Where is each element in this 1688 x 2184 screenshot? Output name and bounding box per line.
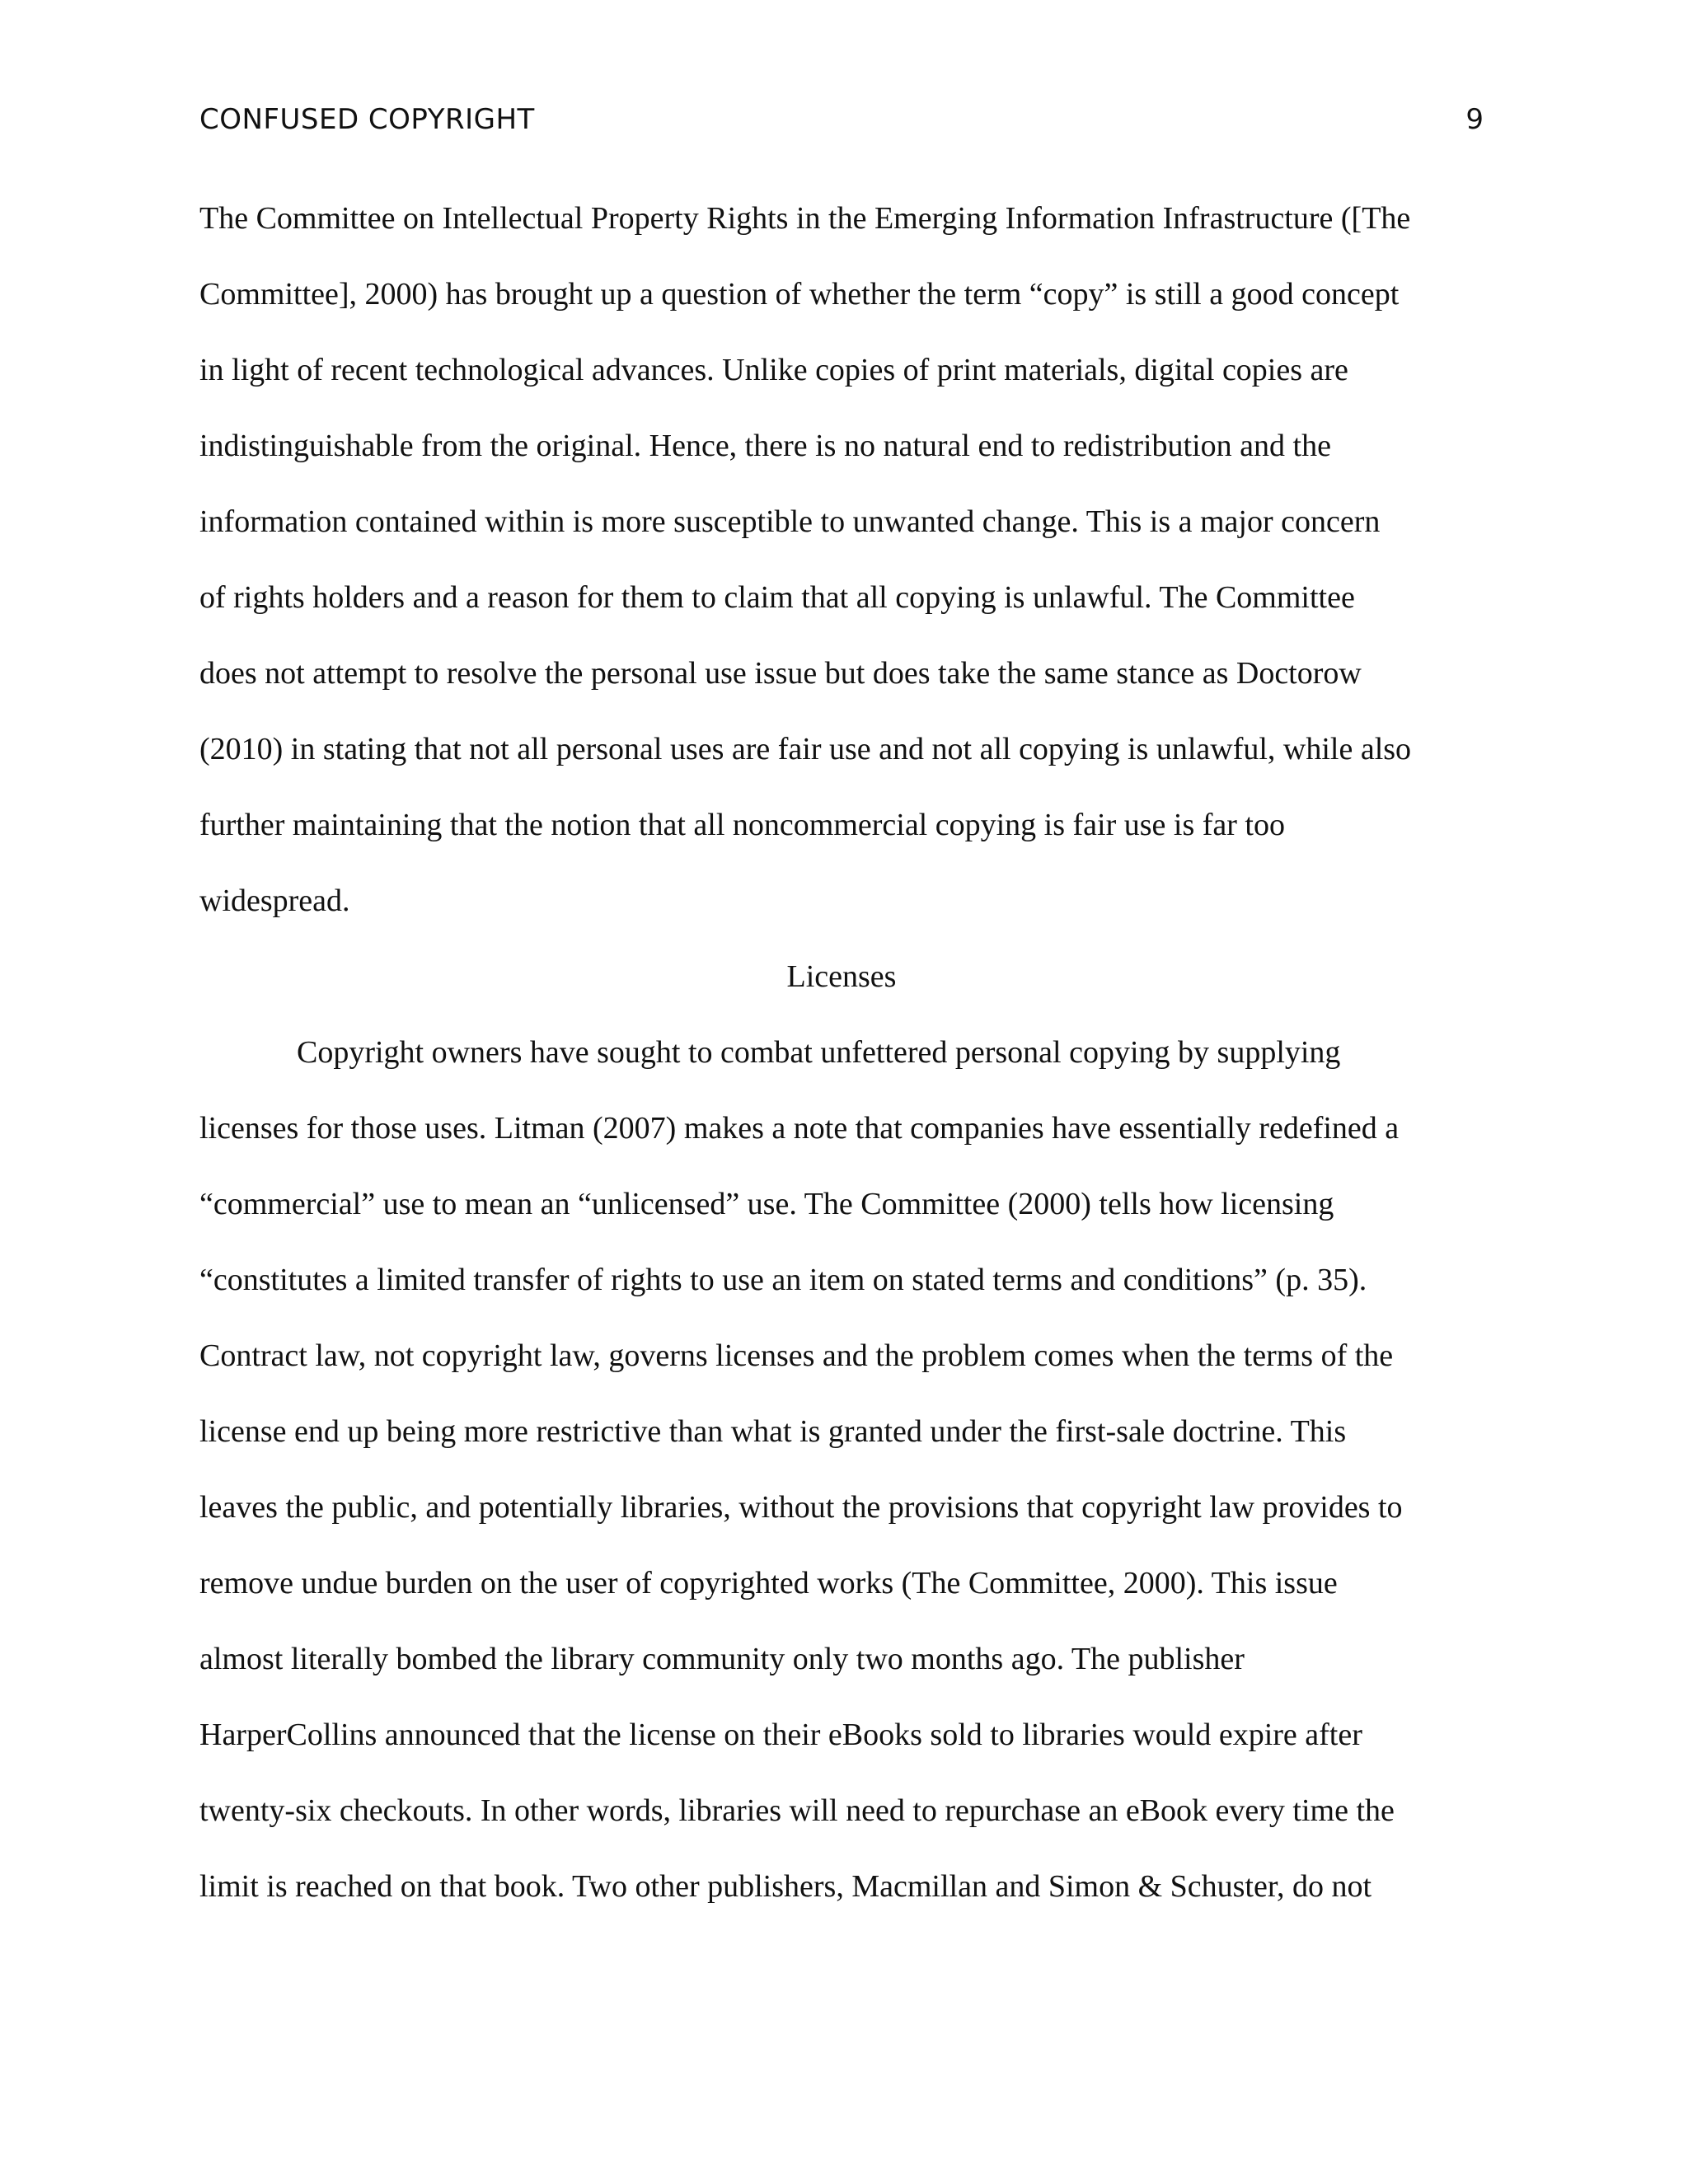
text-line: almost literally bombed the library community only two months ago. The publisher [199, 1642, 1245, 1676]
paragraph-licenses [199, 1028, 1493, 1938]
text-line: “constitutes a limited transfer of rights to use an item on stated terms and conditions” (p. 35). [199, 1263, 1367, 1297]
text-line: license end up being more restrictive than what is granted under the first-sale doctrine. This [199, 1414, 1347, 1449]
text-line: The Committee on Intellectual Property Rights in the Emerging Information Infrastructure ([The [199, 201, 1411, 236]
text-line: of rights holders and a reason for them to claim that all copying is unlawful. The Committee [199, 580, 1355, 615]
text-line: widespread. [199, 883, 350, 918]
text-line: further maintaining that the notion that all noncommercial copying is fair use is far too [199, 808, 1285, 842]
text-line: “commercial” use to mean an “unlicensed” use. The Committee (2000) tells how licensing [199, 1187, 1334, 1221]
text-line: does not attempt to resolve the personal use issue but does take the same stance as Doctorow [199, 656, 1362, 691]
text-line: Copyright owners have sought to combat unfettered personal copying by supplying [297, 1035, 1341, 1070]
running-head [199, 99, 1484, 140]
text-line: remove undue burden on the user of copyrighted works (The Committee, 2000). This issue [199, 1566, 1338, 1601]
text-line: twenty-six checkouts. In other words, libraries will need to repurchase an eBook every time the [199, 1793, 1395, 1828]
text-line: limit is reached on that book. Two other publishers, Macmillan and Simon & Schuster, do not [199, 1869, 1372, 1904]
running-title: CONFUSED COPYRIGHT [199, 103, 535, 136]
text-line: (2010) in stating that not all personal uses are fair use and not all copying is unlawful, while also [199, 732, 1412, 766]
page-number: 9 [1465, 103, 1484, 136]
text-line: information contained within is more susceptible to unwanted change. This is a major concern [199, 504, 1381, 539]
text-line: indistinguishable from the original. Hence, there is no natural end to redistribution and the [199, 429, 1331, 463]
text-line: leaves the public, and potentially libraries, without the provisions that copyright law provides to [199, 1490, 1403, 1525]
text-line: Contract law, not copyright law, governs licenses and the problem comes when the terms of the [199, 1338, 1394, 1373]
text-line: licenses for those uses. Litman (2007) makes a note that companies have essentially redefined a [199, 1111, 1400, 1146]
paragraph-intro [199, 194, 1493, 952]
text-line: HarperCollins announced that the license on their eBooks sold to libraries would expire after [199, 1718, 1362, 1752]
body-text [199, 194, 1493, 1938]
text-line: Committee], 2000) has brought up a question of whether the term “copy” is still a good concept [199, 277, 1400, 312]
text-line: in light of recent technological advances. Unlike copies of print materials, digital copies are [199, 353, 1348, 387]
section-heading: Licenses [786, 959, 897, 994]
